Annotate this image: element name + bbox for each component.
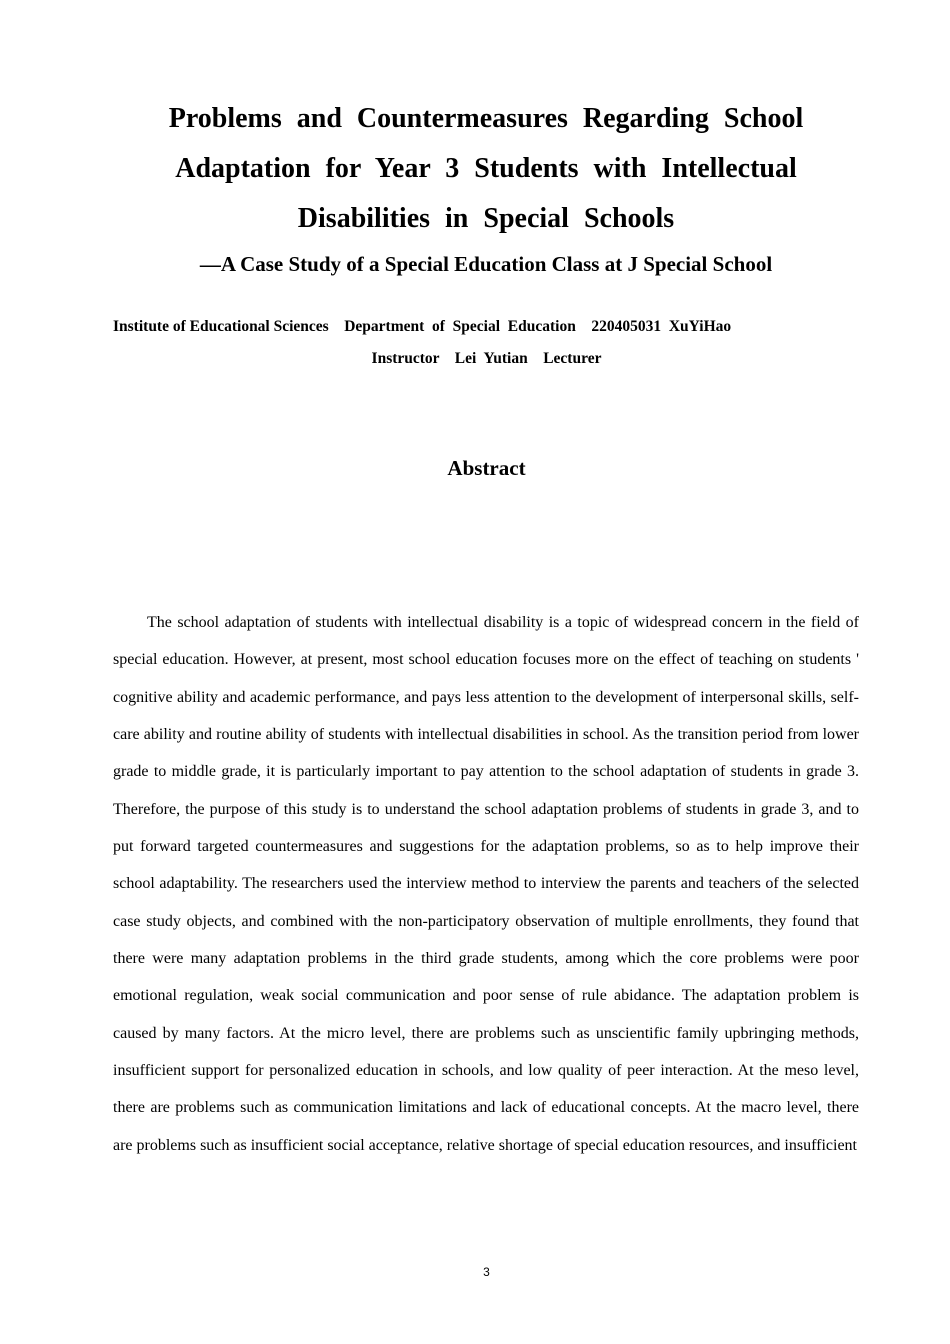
paper-subtitle: —A Case Study of a Special Education Class at J Special School	[199, 252, 773, 276]
instructor-line: Instructor Lei Yutian Lecturer	[371, 350, 602, 367]
paper-title: Problems and Countermeasures Regarding School Adaptation for Year 3 Students with Intellectual Disabilities in Special Schools	[168, 103, 804, 234]
page-number: 3	[483, 1265, 490, 1279]
author-affiliation: Institute of Educational Sciences Department of Special Education 220405031 XuYiHao	[113, 318, 732, 335]
abstract-paragraph: The school adaptation of students with intellectual disability is a topic of widespread concern in the field of special education. However, at present, most school education focuses more on the effect of teaching on students ' cognitive ability and academic performance, and pays less attention to the development of interpersonal skills, self-care ability and routine ability of students with intellectual disabilities in school. As the transition period from lower grade to middle grade, it is particularly important to pay attention to the school adaptation of students in grade 3. Therefore, the purpose of this study is to understand the school adaptation problems of students in grade 3, and to put forward targeted countermeasures and suggestions for the adaptation problems, so as to help improve their school adaptability. The researchers used the interview method to interview the parents and teachers of the selected case study objects, and combined with the non-participatory observation of multiple enrollments, they found that there were many adaptation problems in the third grade students, among which the core problems were poor emotional regulation, weak social communication and poor sense of rule abidance. The adaptation problem is caused by many factors. At the micro level, there are problems such as unscientific family upbringing methods, insufficient support for personalized education in schools, and low quality of peer interaction. At the meso level, there are problems such as communication limitations and lack of educational concepts. At the macro level, there are problems such as insufficient social acceptance, relative shortage of special education resources, and insufficient	[113, 614, 859, 1154]
abstract-heading: Abstract	[447, 456, 526, 480]
